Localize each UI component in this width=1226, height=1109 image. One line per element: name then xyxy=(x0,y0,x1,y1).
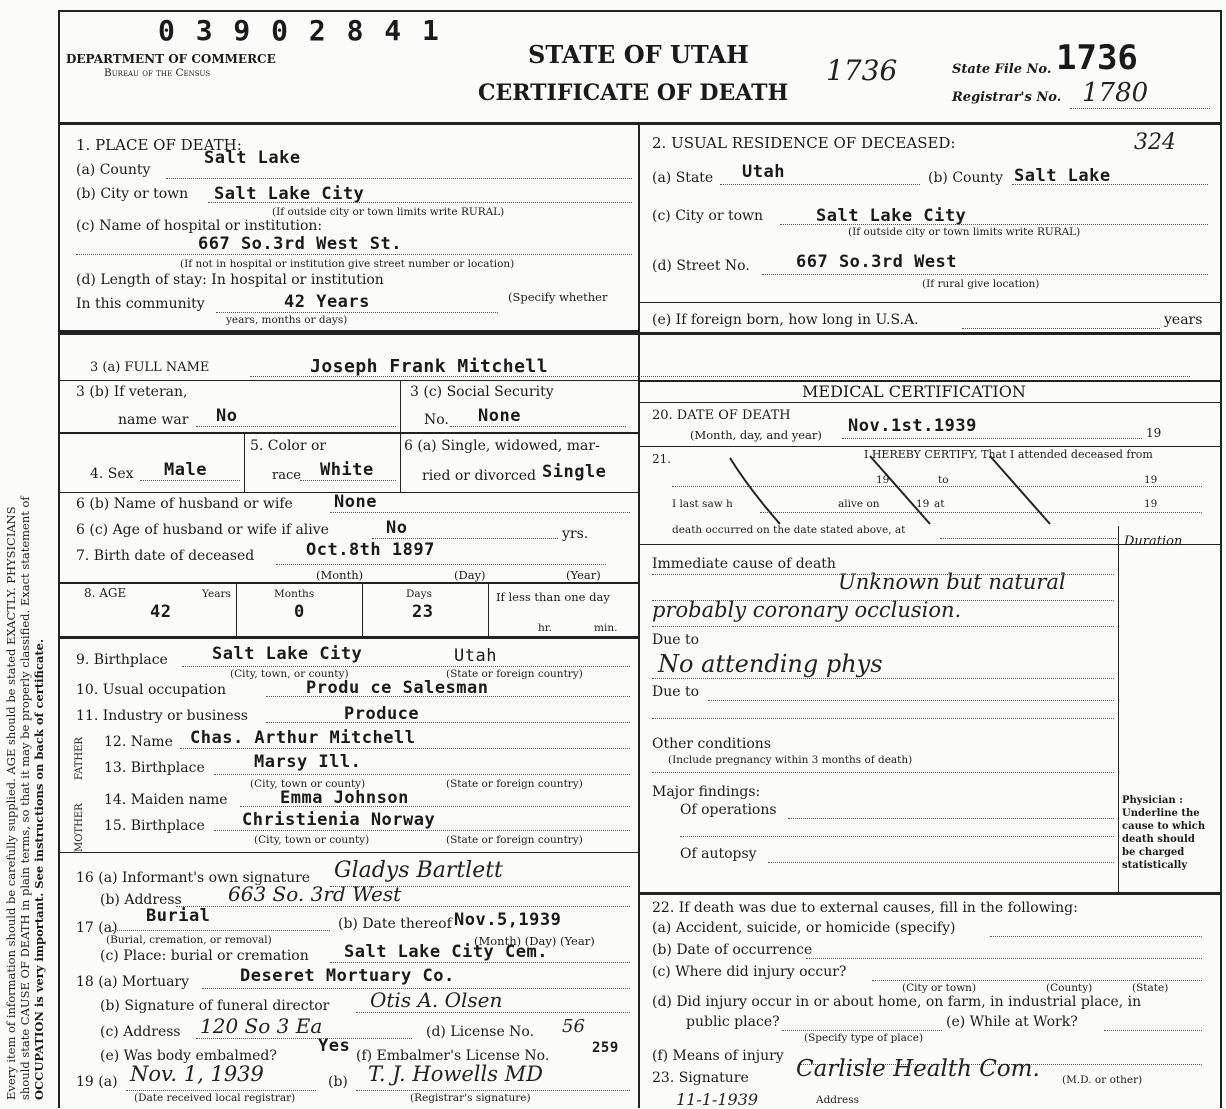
mother-state-note: (State or foreign country) xyxy=(446,834,583,846)
operations-line xyxy=(788,818,1114,819)
death-city-note: (If outside city or town limits write RURAL) xyxy=(272,206,505,218)
director-signature: Otis A. Olsen xyxy=(370,988,503,1012)
injury-place-line xyxy=(782,1030,942,1031)
occurrence-date-label: (b) Date of occurrence xyxy=(652,942,813,958)
mortuary-label: 18 (a) Mortuary xyxy=(76,974,190,990)
sex-line xyxy=(140,480,240,481)
burial-date: Nov.5,1939 xyxy=(454,910,562,930)
registrar-sig-line xyxy=(356,1090,630,1091)
residence-state: Utah xyxy=(742,162,785,182)
side-instruction-line-1: Every item of information should be carefully supplied. AGE should be stated EXACTLY. PHYSICIANS xyxy=(4,506,18,1100)
spouse-age-label: 6 (c) Age of husband or wife if alive xyxy=(76,522,329,538)
embalmer-label: (f) Embalmer's License No. xyxy=(356,1048,550,1064)
veteran-ss-divider xyxy=(400,380,401,432)
age-hr-label: hr. xyxy=(538,622,552,634)
birthplace-state: Utah xyxy=(454,646,497,666)
veteran-label: 3 (b) If veteran, xyxy=(76,384,188,400)
mortuary-address-line xyxy=(196,1038,412,1039)
md-label: (M.D. or other) xyxy=(1062,1074,1143,1086)
residence-street: 667 So.3rd West xyxy=(796,252,958,272)
occupation-value: Produ ce Salesman xyxy=(306,678,489,698)
specify-note: (Specify whether xyxy=(508,290,608,304)
color-marital-divider xyxy=(400,432,401,492)
spouse-label: 6 (b) Name of husband or wife xyxy=(76,496,293,512)
signature-date: 11-1-1939 xyxy=(676,1090,759,1109)
external-heading: 22. If death was due to external causes, fill in the following: xyxy=(652,900,1078,916)
marital-label-2: ried or divorced xyxy=(422,468,536,484)
certificate-title: CERTIFICATE OF DEATH xyxy=(478,80,789,106)
death-occurred-line xyxy=(940,538,1116,539)
hospital-value: 667 So.3rd West St. xyxy=(198,234,402,254)
residence-county-label: (b) County xyxy=(928,170,1004,186)
informant-address: 663 So. 3rd West xyxy=(228,882,402,906)
certify-year-2: 19 xyxy=(1144,474,1158,486)
death-date-line xyxy=(842,438,1142,439)
spouse-age-line xyxy=(372,538,558,539)
spouse-age-value: No xyxy=(386,518,408,538)
industry-label: 11. Industry or business xyxy=(76,708,248,724)
age-days: 23 xyxy=(412,602,434,622)
left-divider-3 xyxy=(58,432,638,434)
age-months-label: Months xyxy=(274,588,315,600)
due-to-label-2: Due to xyxy=(652,684,700,700)
war-line xyxy=(196,426,396,427)
hospital-note: (If not in hospital or institution give street number or location) xyxy=(180,258,515,270)
informant-label: 16 (a) Informant's own signature xyxy=(76,870,311,886)
received-note: (Date received local registrar) xyxy=(134,1092,296,1104)
received-line xyxy=(126,1090,316,1091)
immediate-cause-label: Immediate cause of death xyxy=(652,556,836,572)
medical-heading: MEDICAL CERTIFICATION xyxy=(802,382,1026,401)
marital-value: Single xyxy=(542,462,607,482)
header-top-border xyxy=(58,10,1220,12)
work-line xyxy=(1104,1030,1202,1031)
signature-address-label: Address xyxy=(816,1094,860,1106)
due-to-label-1: Due to xyxy=(652,632,700,648)
mortuary-address: 120 So 3 Ea xyxy=(200,1014,323,1038)
age-divider-1 xyxy=(236,582,237,636)
full-name-label: 3 (a) FULL NAME xyxy=(90,360,210,375)
informant-signature: Gladys Bartlett xyxy=(334,858,503,883)
birth-year-note: (Year) xyxy=(566,568,601,582)
death-county-line xyxy=(166,178,632,179)
registrar-signature: T. J. Howells MD xyxy=(368,1062,543,1086)
full-width-divider xyxy=(58,332,1220,335)
registrar-sig-label: (b) xyxy=(328,1074,348,1090)
alive-at: at xyxy=(934,498,945,510)
war-label: name war xyxy=(118,412,189,428)
signature-label: 23. Signature xyxy=(652,1070,749,1086)
immediate-cause-value: Unknown but natural probably coronary occlusion. xyxy=(652,570,1066,622)
where-county-note: (County) xyxy=(1046,982,1093,994)
where-state-note: (State) xyxy=(1132,982,1169,994)
industry-value: Produce xyxy=(344,704,420,724)
foreign-label: (e) If foreign born, how long in U.S.A. xyxy=(652,312,919,328)
father-name-label: 12. Name xyxy=(104,734,173,750)
father-city-note: (City, town or county) xyxy=(250,778,366,790)
rural-note: (If rural give location) xyxy=(922,278,1040,290)
birth-day-note: (Day) xyxy=(454,568,486,582)
duration-label: Duration xyxy=(1124,534,1183,549)
death-city-line xyxy=(208,202,632,203)
mother-birth-line xyxy=(214,830,630,831)
residence-street-line xyxy=(762,274,1208,275)
side-instruction-line-2: should state CAUSE OF DEATH in plain terms, so that it may be properly classified. Exact statement of xyxy=(18,496,32,1100)
occurrence-date-line xyxy=(806,958,1202,959)
major-findings-label: Major findings: xyxy=(652,784,761,800)
cause-line-1 xyxy=(652,574,1114,575)
residence-corner-note: 324 xyxy=(1134,130,1176,155)
birthplace-city: Salt Lake City xyxy=(212,644,363,664)
age-divider-2 xyxy=(362,582,363,636)
physician-note: Physician : Underline the cause to which death should be charged statistically xyxy=(1122,795,1206,871)
mother-city-note: (City, town or county) xyxy=(254,834,370,846)
registrar-number: 1780 xyxy=(1082,78,1149,108)
death-date-label: 20. DATE OF DEATH xyxy=(652,408,791,423)
mother-birth-label: 15. Birthplace xyxy=(104,818,205,834)
due-to-value: No attending phys xyxy=(658,650,883,678)
spouse-yrs-label: yrs. xyxy=(562,526,589,542)
age-years-label: Years xyxy=(202,588,231,600)
mortuary-value: Deseret Mortuary Co. xyxy=(240,966,455,986)
other-conditions-label: Other conditions xyxy=(652,736,772,752)
side-instruction-line-3: OCCUPATION is very important. See instructions on back of certificate. xyxy=(32,639,46,1100)
received-date: Nov. 1, 1939 xyxy=(130,1062,264,1086)
death-date: Nov.1st.1939 xyxy=(848,416,977,436)
certify-text: I HEREBY CERTIFY, That I attended deceased from xyxy=(864,448,1153,461)
column-divider xyxy=(638,122,640,1108)
left-divider-6 xyxy=(58,636,638,639)
mother-side-label: MOTHER xyxy=(74,803,85,852)
burial-place: Salt Lake City Cem. xyxy=(344,942,548,962)
burial-place-label: (c) Place: burial or cremation xyxy=(100,948,309,964)
serial-number: 0 3 9 0 2 8 4 1 xyxy=(158,14,441,47)
state-file-number: 1736 xyxy=(1056,38,1138,78)
cause-line-2 xyxy=(652,600,1114,601)
autopsy-line xyxy=(768,862,1114,863)
due-to-line-2 xyxy=(708,700,1114,701)
where-label: (c) Where did injury occur? xyxy=(652,964,847,980)
community-label: In this community xyxy=(76,296,205,312)
informant-address-line xyxy=(176,906,630,907)
burial-type-note: (Burial, cremation, or removal) xyxy=(106,934,272,946)
stay-label: (d) Length of stay: In hospital or institution xyxy=(76,272,384,288)
full-name: Joseph Frank Mitchell xyxy=(310,356,549,377)
right-divider-1 xyxy=(638,302,1220,303)
death-date-sub: (Month, day, and year) xyxy=(690,428,822,442)
birth-date-label: 7. Birth date of deceased xyxy=(76,548,255,564)
operations-label: Of operations xyxy=(680,802,777,818)
age-less-label: If less than one day xyxy=(496,590,610,604)
other-conditions-note: (Include pregnancy within 3 months of death) xyxy=(668,754,913,766)
due-to-line-3 xyxy=(652,718,1114,719)
medical-header-bottom xyxy=(638,402,1220,403)
burial-label: 17 (a) xyxy=(76,920,118,936)
cause-line-3 xyxy=(652,626,1114,627)
informant-address-label: (b) Address xyxy=(100,892,182,908)
death-county-label: (a) County xyxy=(76,162,151,178)
signature-value: Carlisle Health Com. xyxy=(796,1056,1040,1082)
embalmed-value: Yes xyxy=(318,1036,351,1056)
birth-date-value: Oct.8th 1897 xyxy=(306,540,435,560)
community-value: 42 Years xyxy=(284,292,370,312)
outer-right-border xyxy=(1220,10,1222,1108)
spouse-value: None xyxy=(334,492,377,512)
accident-label: (a) Accident, suicide, or homicide (specify) xyxy=(652,920,956,936)
where-city-note: (City or town) xyxy=(902,982,977,994)
registrar-sig-note: (Registrar's signature) xyxy=(410,1092,531,1104)
injury-place-label-2: public place? xyxy=(686,1014,780,1030)
death-city: Salt Lake City xyxy=(214,184,365,204)
license-label: (d) License No. xyxy=(426,1024,535,1040)
color-label: 5. Color or xyxy=(250,438,327,454)
age-divider-3 xyxy=(488,582,489,636)
certify-to: to xyxy=(938,474,949,486)
where-line xyxy=(872,980,1202,981)
age-months: 0 xyxy=(294,602,305,622)
ss-no-label: No. xyxy=(424,412,449,428)
burial-place-line xyxy=(330,962,630,963)
medical-divider-1 xyxy=(638,446,1220,447)
registrar-label: Registrar's No. xyxy=(952,90,1062,105)
units-note: years, months or days) xyxy=(226,314,348,326)
residence-heading: 2. USUAL RESIDENCE OF DECEASED: xyxy=(652,134,956,152)
alive-year: 19 xyxy=(916,498,930,510)
ss-label: 3 (c) Social Security xyxy=(410,384,554,400)
residence-street-label: (d) Street No. xyxy=(652,258,750,274)
birth-date-line xyxy=(276,564,606,565)
hospital-label: (c) Name of hospital or institution: xyxy=(76,218,323,234)
license-value: 56 xyxy=(562,1016,585,1037)
father-birth: Marsy Ill. xyxy=(254,752,362,772)
embalmed-label: (e) Was body embalmed? xyxy=(100,1048,277,1064)
birthplace-state-note: (State or foreign country) xyxy=(446,668,583,680)
full-name-line xyxy=(250,376,1190,377)
war-value: No xyxy=(216,406,238,426)
bureau-label: Bureau of the Census xyxy=(104,67,211,79)
director-line xyxy=(356,1012,630,1013)
death-county: Salt Lake xyxy=(204,148,301,168)
foreign-line xyxy=(962,328,1160,329)
birthplace-line xyxy=(182,666,630,667)
handwritten-file-number: 1736 xyxy=(826,54,898,87)
accident-line xyxy=(990,936,1202,937)
industry-line xyxy=(266,722,630,723)
death-date-year-suffix: 19 xyxy=(1146,426,1162,440)
state-file-label: State File No. xyxy=(952,62,1052,77)
last-saw-label: I last saw h xyxy=(672,498,733,510)
mortuary-address-label: (c) Address xyxy=(100,1024,181,1040)
occupation-line xyxy=(266,696,630,697)
ss-line xyxy=(450,426,626,427)
autopsy-label: Of autopsy xyxy=(680,846,757,862)
residence-county: Salt Lake xyxy=(1014,166,1111,186)
father-state-note: (State or foreign country) xyxy=(446,778,583,790)
place-type-note: (Specify type of place) xyxy=(804,1032,924,1044)
birthplace-city-note: (City, town, or county) xyxy=(230,668,349,680)
death-city-label: (b) City or town xyxy=(76,186,189,202)
residence-city-line xyxy=(780,224,1208,225)
burial-type: Burial xyxy=(146,906,211,926)
mother-name-line xyxy=(240,806,630,807)
birthplace-label: 9. Birthplace xyxy=(76,652,168,668)
age-days-label: Days xyxy=(406,588,432,600)
residence-city: Salt Lake City xyxy=(816,206,967,226)
director-label: (b) Signature of funeral director xyxy=(100,998,330,1014)
residence-state-label: (a) State xyxy=(652,170,714,186)
due-to-line-1 xyxy=(652,678,1114,679)
hospital-line xyxy=(76,254,632,255)
occupation-label: 10. Usual occupation xyxy=(76,682,226,698)
mother-name-label: 14. Maiden name xyxy=(104,792,228,808)
death-occurred-text: death occurred on the date stated above, at xyxy=(672,524,906,536)
residence-state-line xyxy=(720,184,920,185)
residence-city-note: (If outside city or town limits write RURAL) xyxy=(848,226,1081,238)
spouse-line xyxy=(330,512,630,513)
foreign-years-label: years xyxy=(1164,312,1203,328)
left-divider-2 xyxy=(58,380,638,381)
father-birth-line xyxy=(214,774,630,775)
race-value: White xyxy=(320,460,374,480)
certify-year-1: 19 xyxy=(876,474,890,486)
left-divider-5 xyxy=(58,582,638,584)
age-years: 42 xyxy=(150,602,172,622)
sex-value: Male xyxy=(164,460,207,480)
left-divider-7 xyxy=(58,852,638,853)
alive-label: alive on xyxy=(838,498,880,510)
ss-value: None xyxy=(478,406,521,426)
duration-divider xyxy=(1118,526,1119,894)
received-label: 19 (a) xyxy=(76,1074,118,1090)
residence-city-label: (c) City or town xyxy=(652,208,764,224)
mother-name: Emma Johnson xyxy=(280,788,409,808)
sex-label: 4. Sex xyxy=(90,466,134,482)
department-label: DEPARTMENT OF COMMERCE xyxy=(66,52,276,66)
father-name-line xyxy=(180,748,630,749)
residence-county-line xyxy=(1012,184,1208,185)
other-line-1 xyxy=(652,772,1114,773)
injury-place-label-1: (d) Did injury occur in or about home, on farm, in industrial place, in xyxy=(652,994,1142,1010)
place-of-death-heading: 1. PLACE OF DEATH: xyxy=(76,136,242,154)
race-label: race xyxy=(272,468,301,483)
burial-date-label: (b) Date thereof xyxy=(338,916,452,932)
sex-color-divider xyxy=(244,432,245,492)
work-label: (e) While at Work? xyxy=(946,1014,1078,1030)
outer-left-border xyxy=(58,10,60,1108)
community-line xyxy=(216,312,498,313)
race-line xyxy=(300,480,396,481)
registrar-underline xyxy=(1070,108,1210,109)
age-label: 8. AGE xyxy=(84,586,127,600)
cert-number-label: 21. xyxy=(652,452,672,466)
birth-month-note: (Month) xyxy=(316,568,364,582)
mother-birth: Christienia Norway xyxy=(242,810,436,830)
age-min-label: min. xyxy=(594,622,618,634)
marital-label-1: 6 (a) Single, widowed, mar- xyxy=(404,438,600,454)
burial-type-line xyxy=(112,930,330,931)
alive-year-2: 19 xyxy=(1144,498,1158,510)
cross-out-strokes xyxy=(720,450,1060,530)
embalmer-value: 259 xyxy=(592,1040,619,1056)
father-side-label: FATHER xyxy=(74,737,85,780)
means-label: (f) Means of injury xyxy=(652,1048,784,1064)
operations-line-2 xyxy=(680,836,1114,837)
external-top-border xyxy=(638,892,1220,895)
state-title: STATE OF UTAH xyxy=(528,40,749,69)
father-name: Chas. Arthur Mitchell xyxy=(190,728,416,748)
burial-date-note: (Month) (Day) (Year) xyxy=(474,934,595,948)
father-birth-label: 13. Birthplace xyxy=(104,760,205,776)
